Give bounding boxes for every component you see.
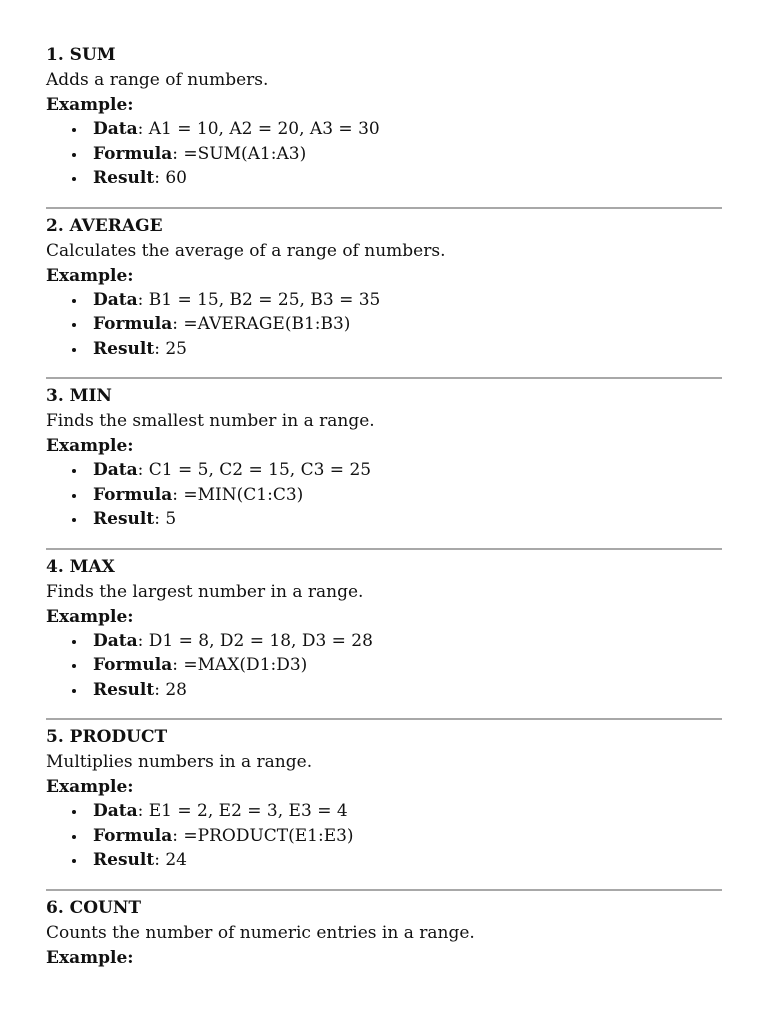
item-key: Formula bbox=[93, 825, 173, 846]
section-description: Multiplies numbers in a range. bbox=[46, 752, 313, 772]
section-title: 1. SUM bbox=[46, 45, 116, 65]
item-key: Formula bbox=[93, 655, 173, 675]
item-key: Result bbox=[93, 168, 155, 188]
item-key: Formula bbox=[93, 143, 173, 164]
section-title: 2. AVERAGE bbox=[46, 215, 163, 236]
item-value: : =MIN(C1:C3) bbox=[172, 484, 304, 505]
section-sum bbox=[46, 43, 722, 191]
item-key: Result bbox=[93, 679, 155, 700]
item-value: : =SUM(A1:A3) bbox=[172, 143, 307, 164]
example-list bbox=[46, 288, 722, 362]
list-item bbox=[46, 824, 722, 849]
list-item bbox=[46, 483, 722, 508]
example-list bbox=[46, 629, 722, 703]
list-item bbox=[46, 142, 722, 167]
item-value: : 24 bbox=[154, 850, 187, 870]
item-value: : B1 = 15, B2 = 25, B3 = 35 bbox=[137, 289, 381, 310]
section-product bbox=[46, 725, 722, 873]
section-description: Counts the number of numeric entries in a range. bbox=[46, 922, 475, 943]
example-list bbox=[46, 799, 722, 873]
list-item bbox=[46, 799, 722, 824]
item-value: : 25 bbox=[154, 338, 187, 359]
example-label: Example: bbox=[46, 777, 134, 797]
example-label: Example: bbox=[46, 265, 134, 286]
example-label: Example: bbox=[46, 436, 134, 456]
list-item bbox=[46, 848, 722, 873]
list-item bbox=[46, 312, 722, 337]
list-item bbox=[46, 288, 722, 313]
item-key: Result bbox=[93, 338, 155, 359]
section-description: Adds a range of numbers. bbox=[46, 70, 269, 90]
section-title: 4. MAX bbox=[46, 556, 115, 577]
item-key: Data bbox=[93, 119, 138, 139]
item-key: Result bbox=[93, 509, 155, 529]
item-value: : E1 = 2, E2 = 3, E3 = 4 bbox=[137, 801, 348, 821]
section-average bbox=[46, 214, 722, 362]
section-description: Finds the smallest number in a range. bbox=[46, 411, 375, 431]
example-label: Example: bbox=[46, 947, 134, 968]
list-item bbox=[46, 337, 722, 362]
list-item bbox=[46, 117, 722, 142]
section-title: 5. PRODUCT bbox=[46, 727, 168, 747]
item-value: : A1 = 10, A2 = 20, A3 = 30 bbox=[137, 119, 380, 139]
item-key: Data bbox=[93, 460, 138, 480]
item-value: : 60 bbox=[154, 168, 187, 188]
item-value: : =AVERAGE(B1:B3) bbox=[172, 314, 351, 334]
example-list bbox=[46, 117, 722, 191]
item-key: Data bbox=[93, 630, 138, 651]
section-divider bbox=[46, 548, 722, 550]
example-list bbox=[46, 458, 722, 532]
item-value: : =MAX(D1:D3) bbox=[172, 655, 308, 675]
item-key: Formula bbox=[93, 314, 173, 334]
section-min bbox=[46, 384, 722, 532]
item-value: : C1 = 5, C2 = 15, C3 = 25 bbox=[137, 460, 372, 480]
item-key: Formula bbox=[93, 484, 173, 505]
section-divider bbox=[46, 889, 722, 891]
item-value: : 28 bbox=[154, 679, 187, 700]
section-divider bbox=[46, 207, 722, 209]
list-item bbox=[46, 629, 722, 654]
item-key: Result bbox=[93, 850, 155, 870]
section-title: 3. MIN bbox=[46, 386, 112, 406]
list-item bbox=[46, 653, 722, 678]
item-value: : =PRODUCT(E1:E3) bbox=[172, 825, 354, 846]
item-key: Data bbox=[93, 289, 138, 310]
list-item bbox=[46, 507, 722, 532]
list-item bbox=[46, 458, 722, 483]
example-label: Example: bbox=[46, 606, 134, 627]
item-key: Data bbox=[93, 801, 138, 821]
section-max bbox=[46, 555, 722, 703]
list-item bbox=[46, 678, 722, 703]
section-title: 6. COUNT bbox=[46, 897, 142, 918]
section-description: Finds the largest number in a range. bbox=[46, 581, 364, 602]
item-value: : 5 bbox=[154, 509, 177, 529]
list-item bbox=[46, 166, 722, 191]
section-count bbox=[46, 896, 722, 970]
section-divider bbox=[46, 377, 722, 379]
section-description: Calculates the average of a range of numbers. bbox=[46, 240, 446, 261]
section-divider bbox=[46, 718, 722, 720]
item-value: : D1 = 8, D2 = 18, D3 = 28 bbox=[137, 630, 373, 651]
example-label: Example: bbox=[46, 95, 134, 115]
